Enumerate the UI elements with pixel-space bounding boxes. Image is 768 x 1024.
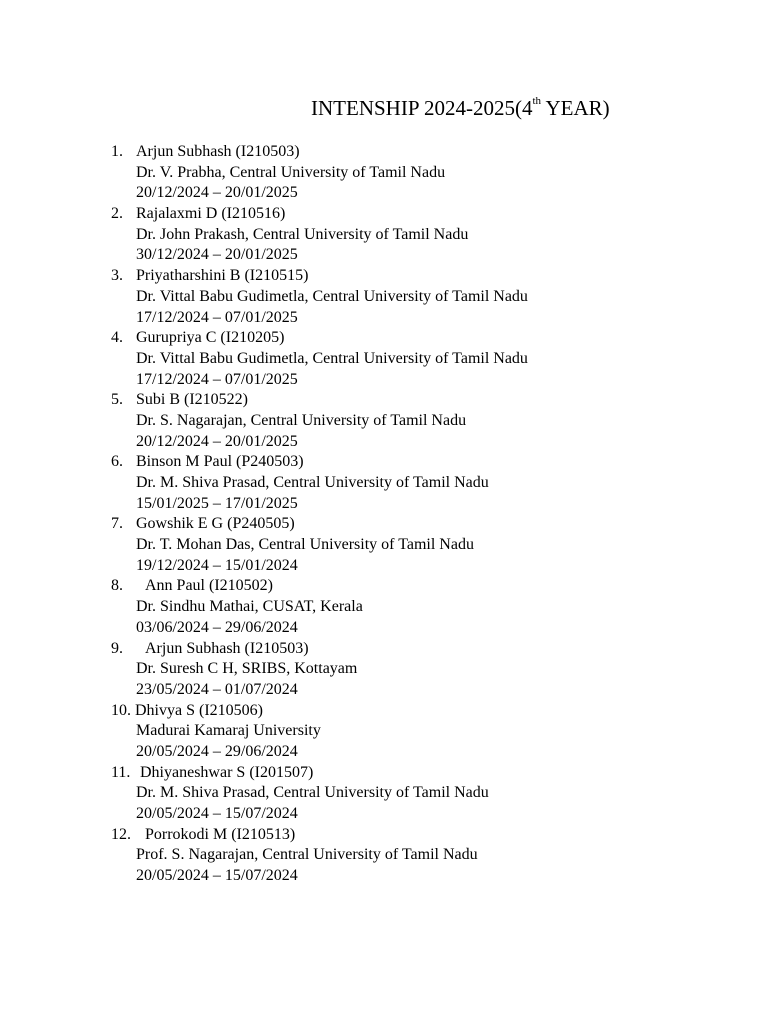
supervisor: Prof. S. Nagarajan, Central University of Tamil Nadu xyxy=(136,846,478,864)
list-item xyxy=(0,266,768,328)
period: 17/12/2024 – 07/01/2025 xyxy=(136,370,298,388)
period: 23/05/2024 – 01/07/2024 xyxy=(136,680,298,698)
student-name: Arjun Subhash (I210503) xyxy=(145,639,309,657)
item-number: 11. xyxy=(111,763,131,781)
internship-list xyxy=(0,142,768,887)
list-item xyxy=(0,514,768,576)
supervisor: Dr. M. Shiva Prasad, Central University of Tamil Nadu xyxy=(136,474,489,491)
list-item xyxy=(0,639,768,701)
student-name: Rajalaxmi D (I210516) xyxy=(136,205,286,223)
student-name: Gowshik E G (P240505) xyxy=(136,515,295,533)
item-number: 5. xyxy=(111,391,123,409)
item-number: 8. xyxy=(111,577,123,595)
list-item xyxy=(0,390,768,452)
supervisor: Dr. M. Shiva Prasad, Central University of Tamil Nadu xyxy=(136,784,489,802)
student-name: Arjun Subhash (I210503) xyxy=(136,143,300,160)
title-tail: YEAR) xyxy=(541,96,610,120)
list-item xyxy=(0,825,768,887)
supervisor: Dr. T. Mohan Das, Central University of Tamil Nadu xyxy=(136,536,474,554)
period: 03/06/2024 – 29/06/2024 xyxy=(136,618,298,636)
student-name: Binson M Paul (P240503) xyxy=(136,453,304,471)
period: 17/12/2024 – 07/01/2025 xyxy=(136,308,298,326)
item-number: 4. xyxy=(111,329,123,347)
item-number: 2. xyxy=(111,205,123,223)
supervisor: Dr. V. Prabha, Central University of Tamil Nadu xyxy=(136,163,446,181)
page-title xyxy=(311,95,610,121)
period: 19/12/2024 – 15/01/2024 xyxy=(136,556,298,574)
list-item xyxy=(0,701,768,763)
list-item xyxy=(0,763,768,825)
period: 20/12/2024 – 20/01/2025 xyxy=(136,432,298,450)
item-number: 3. xyxy=(111,267,123,285)
item-number: 7. xyxy=(111,515,123,533)
list-item xyxy=(0,328,768,390)
period: 20/05/2024 – 29/06/2024 xyxy=(136,742,298,760)
list-item xyxy=(0,204,768,266)
student-name: Priyatharshini B (I210515) xyxy=(136,267,309,285)
item-number: 12. xyxy=(111,825,131,843)
supervisor: Dr. Sindhu Mathai, CUSAT, Kerala xyxy=(136,598,363,616)
list-item xyxy=(0,452,768,514)
period: 20/12/2024 – 20/01/2025 xyxy=(136,184,298,202)
title-superscript: th xyxy=(532,95,542,107)
supervisor: Dr. John Prakash, Central University of Tamil Nadu xyxy=(136,225,469,243)
student-name: Dhiyaneshwar S (I201507) xyxy=(140,763,314,781)
period: 20/05/2024 – 15/07/2024 xyxy=(136,805,298,822)
title-main: INTENSHIP 2024-2025(4 xyxy=(311,96,533,120)
supervisor: Dr. Suresh C H, SRIBS, Kottayam xyxy=(136,660,358,678)
item-number: 9. xyxy=(111,639,123,657)
student-name: Subi B (I210522) xyxy=(136,391,248,409)
period: 15/01/2025 – 17/01/2025 xyxy=(136,494,298,512)
supervisor: Dr. Vittal Babu Gudimetla, Central University of Tamil Nadu xyxy=(136,287,528,305)
list-item xyxy=(0,142,768,204)
item-number: 6. xyxy=(111,453,123,471)
student-name: Dhivya S (I210506) xyxy=(135,701,263,719)
student-name: Ann Paul (I210502) xyxy=(145,577,273,595)
student-name: Gurupriya C (I210205) xyxy=(136,329,285,347)
supervisor: Dr. Vittal Babu Gudimetla, Central University of Tamil Nadu xyxy=(136,349,528,367)
item-number: 1. xyxy=(111,143,123,160)
supervisor: Madurai Kamaraj University xyxy=(136,722,321,740)
item-number: 10. xyxy=(111,701,131,719)
period: 30/12/2024 – 20/01/2025 xyxy=(136,246,298,264)
list-item xyxy=(0,576,768,638)
supervisor: Dr. S. Nagarajan, Central University of Tamil Nadu xyxy=(136,411,467,429)
period: 20/05/2024 – 15/07/2024 xyxy=(136,867,298,885)
student-name: Porrokodi M (I210513) xyxy=(145,825,296,843)
